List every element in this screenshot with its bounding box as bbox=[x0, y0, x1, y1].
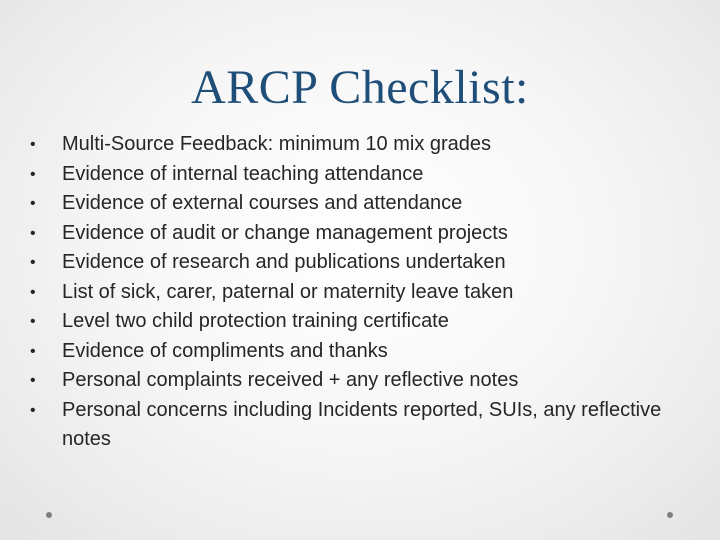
list-item-text: Level two child protection training certificate bbox=[62, 310, 449, 332]
list-item-text: Evidence of external courses and attendance bbox=[62, 192, 463, 214]
list-item-text: Multi-Source Feedback: minimum 10 mix grades bbox=[62, 133, 492, 155]
checklist bbox=[28, 130, 700, 455]
bullet-icon: • bbox=[30, 195, 36, 212]
list-item bbox=[28, 337, 700, 367]
list-item-text: Evidence of audit or change management projects bbox=[62, 221, 508, 244]
list-item-text: Personal complaints received + any reflective notes bbox=[62, 369, 519, 391]
bullet-icon: • bbox=[30, 342, 36, 360]
list-item bbox=[28, 160, 700, 190]
list-item bbox=[28, 219, 700, 249]
bullet-icon: • bbox=[30, 165, 36, 183]
slide-title: ARCP Checklist: bbox=[191, 61, 529, 114]
bullet-icon: • bbox=[30, 372, 36, 389]
bullet-icon: • bbox=[30, 254, 36, 271]
bullet-icon: • bbox=[30, 283, 36, 301]
list-item bbox=[28, 278, 700, 308]
decorative-dot-right bbox=[667, 512, 673, 518]
bullet-icon: • bbox=[30, 224, 36, 242]
list-item bbox=[28, 396, 700, 455]
list-item bbox=[28, 307, 700, 337]
bullet-icon: • bbox=[30, 136, 36, 153]
decorative-dot-left bbox=[46, 512, 52, 518]
list-item bbox=[28, 248, 700, 278]
list-item-text: List of sick, carer, paternal or maternity leave taken bbox=[62, 280, 514, 303]
list-item-text: Evidence of compliments and thanks bbox=[62, 339, 388, 362]
bullet-icon: • bbox=[30, 401, 36, 419]
list-item bbox=[28, 130, 700, 160]
list-item bbox=[28, 189, 700, 219]
list-item-text: Evidence of internal teaching attendance bbox=[62, 162, 424, 185]
list-item bbox=[28, 366, 700, 396]
list-item-text: Evidence of research and publications undertaken bbox=[62, 251, 506, 273]
list-item-text: Personal concerns including Incidents reported, SUIs, any reflective notes bbox=[62, 398, 662, 450]
bullet-icon: • bbox=[30, 313, 36, 330]
